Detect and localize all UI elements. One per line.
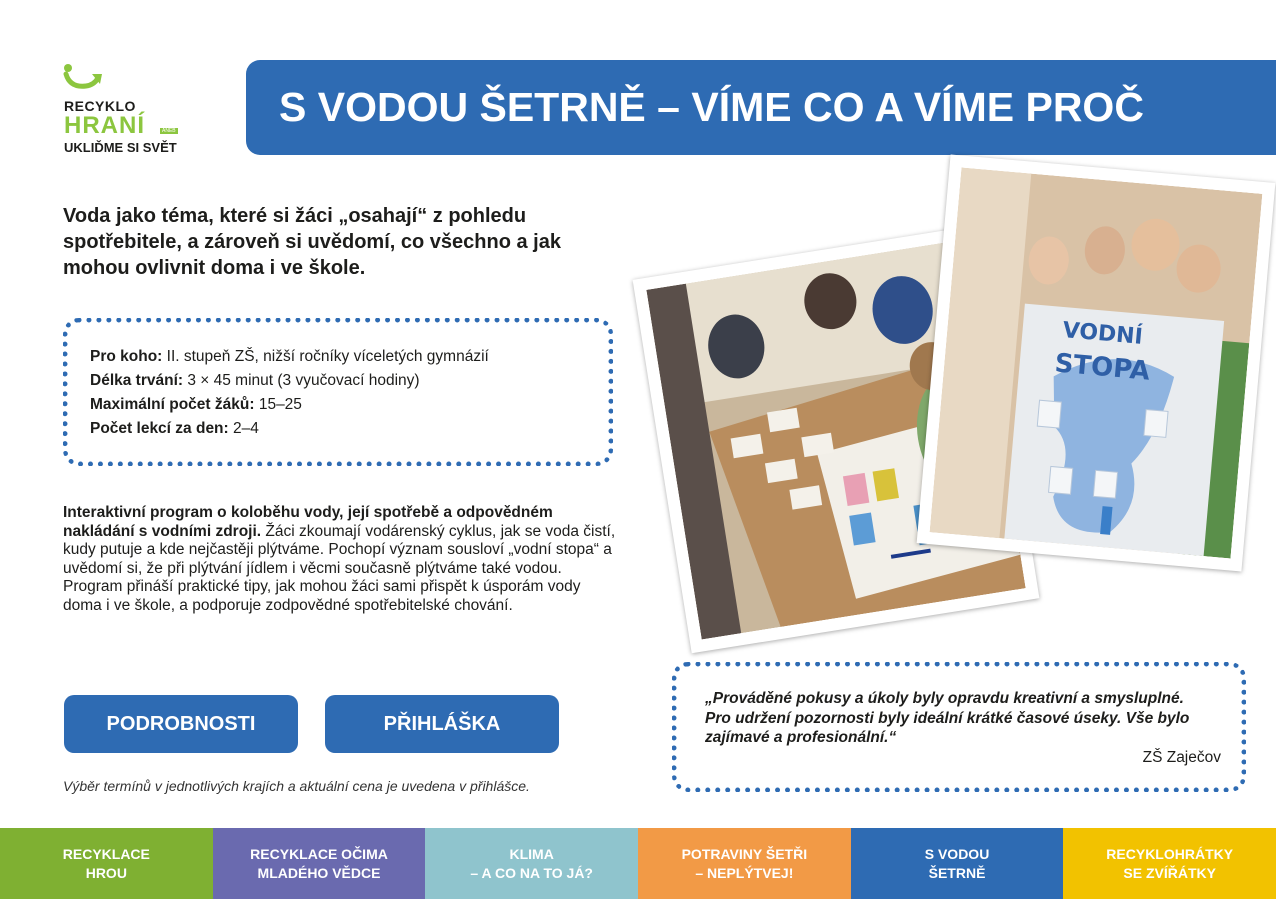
- logo-line-2: HRANÍ: [64, 112, 145, 139]
- title-bar: [246, 60, 1276, 155]
- lead-paragraph: Voda jako téma, které si žáci „osahají“ z pohledu spotřebitele, a zároveň si uvědomí, co všechno a jak mohou ovlivnit doma i ve škole.: [63, 205, 561, 279]
- details-button[interactable]: PODROBNOSTI: [64, 695, 298, 753]
- testimonial-text: „Prováděné pokusy a úkoly byly opravdu kreativní a smysluplné. Pro udržení pozornosti byly ideální krátké časové úseky. Vše bylo zajímavé a profesionální.“: [705, 690, 1190, 746]
- tab-klima[interactable]: KLIMA – A CO NA TO JÁ?: [425, 828, 638, 899]
- tab-recyklace-hrou[interactable]: RECYKLACE HROU: [0, 828, 213, 899]
- page-title: S VODOU ŠETRNĚ – VÍME CO A VÍME PROČ: [279, 84, 1144, 130]
- testimonial-author: ZŠ Zaječov: [1142, 749, 1221, 766]
- info-rows: [90, 345, 489, 441]
- program-tabs: [0, 828, 1276, 899]
- tab-s-vodou-setrne[interactable]: S VODOU ŠETRNĚ: [851, 828, 1064, 899]
- poster-photo-illustration: [930, 168, 1263, 559]
- info-row-audience: Pro koho: II. stupeň ZŠ, nižší ročníky víceletých gymnázií: [90, 348, 489, 365]
- description-bold: Interaktivní program o koloběhu vody, její spotřebě a odpovědném nakládání s vodními zdroji.: [63, 504, 553, 540]
- tab-recyklace-ocima-vedce[interactable]: RECYKLACE OČIMA MLADÉHO VĚDCE: [213, 828, 426, 899]
- signup-button[interactable]: PŘIHLÁŠKA: [325, 695, 559, 753]
- poster-text-vodni: VODNÍ: [1061, 318, 1144, 350]
- info-row-duration: Délka trvání: 3 × 45 minut (3 vyučovací hodiny): [90, 372, 420, 389]
- description-text: Žáci zkoumají vodárenský cyklus, jak se voda čistí, kudy putuje a kde nejčastěji plýtváme. Pochopí význam sousloví „vodní stopa“ a uvědomí si, že při plýtvání jídlem i věcmi současně plýtváme také vodou. Program přináší praktické tipy, jak mohou žáci sami přispět k úsporám vody doma i ve škole, a podporuje zodpovědné spotřebitelské chování.: [63, 522, 616, 614]
- program-description: [63, 504, 623, 615]
- info-box: [63, 318, 613, 466]
- info-row-lessons-per-day: Počet lekcí za den: 2–4: [90, 420, 259, 437]
- logo-aneb: ANEB: [162, 128, 176, 134]
- testimonial-box: [672, 662, 1246, 792]
- tab-recyklohratky[interactable]: RECYKLOHRÁTKY SE ZVÍŘÁTKY: [1063, 828, 1276, 899]
- logo: [60, 62, 200, 162]
- recycle-arrow-icon: [62, 62, 106, 92]
- logo-line-1: RECYKLO: [64, 98, 136, 114]
- tab-potraviny[interactable]: POTRAVINY ŠETŘI – NEPLÝTVEJ!: [638, 828, 851, 899]
- pricing-note: Výběr termínů v jednotlivých krajích a aktuální cena je uvedena v přihlášce.: [63, 778, 530, 794]
- poster-text-stopa: STOPA: [1053, 348, 1152, 387]
- info-row-max-pupils: Maximální počet žáků: 15–25: [90, 396, 302, 413]
- photo-water-footprint-poster: [917, 155, 1276, 572]
- logo-line-3: UKLIĎME SI SVĚT: [64, 140, 177, 155]
